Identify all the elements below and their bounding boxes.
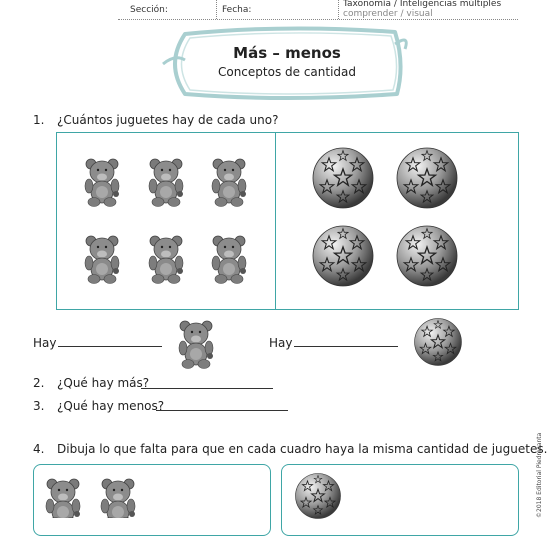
bear-icon [149, 159, 183, 207]
q3-answer-input[interactable] [156, 410, 288, 411]
bears-group [56, 132, 275, 308]
balls-count-input[interactable] [294, 346, 398, 347]
bear-icon [212, 236, 246, 284]
fecha-label: Fecha: [222, 5, 252, 15]
q1-text: ¿Cuántos juguetes hay de cada uno? [57, 113, 279, 127]
title-banner [155, 24, 415, 104]
ball-icon [313, 226, 373, 286]
q3-text: ¿Qué hay menos? [57, 399, 165, 413]
header-rule [118, 19, 518, 20]
seccion-label: Sección: [130, 5, 168, 15]
hay-label-bears: Hay [33, 336, 57, 350]
bears-partial-group [33, 464, 269, 518]
page-title: Más – menos [233, 44, 341, 62]
q2-number: 2. [33, 376, 45, 390]
taxonomia-sub: comprender / visual [343, 9, 433, 19]
publisher-credit: ©2018 Editorial Piedrasanta [536, 432, 543, 518]
ball-icon [294, 472, 342, 520]
ball-icon [397, 226, 457, 286]
header-divider-2 [338, 0, 340, 19]
bear-icon [101, 479, 135, 518]
header-divider-1 [216, 0, 218, 19]
page-subtitle: Conceptos de cantidad [217, 65, 357, 79]
balls-group [276, 132, 517, 308]
q3-number: 3. [33, 399, 45, 413]
q4-text: Dibuja lo que falta para que en cada cuadro haya la misma cantidad de juguetes. [57, 442, 548, 456]
q1-number: 1. [33, 113, 45, 127]
bear-icon [170, 314, 222, 372]
ball-icon [397, 148, 457, 208]
bears-count-input[interactable] [58, 346, 162, 347]
bear-icon [85, 236, 119, 284]
ball-icon [313, 148, 373, 208]
bear-icon [212, 159, 246, 207]
q2-answer-input[interactable] [141, 388, 273, 389]
taxonomia-label: Taxonomía / Inteligencias múltiples [343, 0, 502, 9]
q2-text: ¿Qué hay más? [57, 376, 150, 390]
hay-label-balls: Hay [269, 336, 293, 350]
bear-icon [85, 159, 119, 207]
bear-icon [149, 236, 183, 284]
bear-icon [46, 479, 80, 518]
q4-number: 4. [33, 442, 45, 456]
ball-icon [413, 317, 463, 367]
